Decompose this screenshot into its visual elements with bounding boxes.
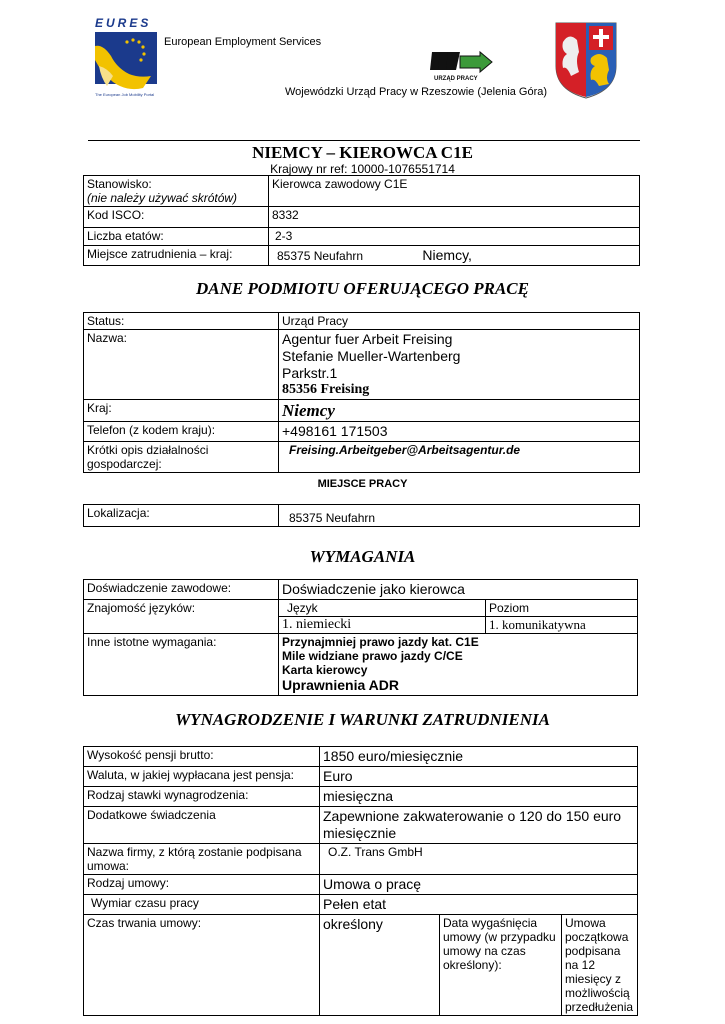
table-row (84, 844, 638, 875)
duration-value: określony (320, 915, 440, 1016)
other-requirements-label: Inne istotne wymagania: (84, 634, 279, 696)
gross-pay-value: 1850 euro/miesięcznie (320, 747, 638, 767)
place-country: Niemcy, (422, 247, 472, 263)
salary-table (83, 746, 638, 1016)
workplace-heading: MIEJSCE PRACY (317, 478, 408, 490)
table-row (84, 176, 640, 207)
positions-label: Liczba etatów: (84, 228, 269, 246)
place-label: Miejsce zatrudnienia – kraj: (84, 246, 269, 266)
level-column-header: Poziom (486, 600, 638, 617)
position-label-cell (84, 176, 269, 207)
table-row (84, 505, 640, 527)
duration-label: Czas trwania umowy: (84, 915, 320, 1016)
isco-label: Kod ISCO: (84, 207, 269, 228)
name-line-4: 85356 Freising (282, 382, 370, 397)
rate-value: miesięczna (320, 787, 638, 807)
languages-label: Znajomość języków: (84, 600, 279, 634)
page-title: NIEMCY – KIEROWCA C1E (252, 143, 473, 162)
requirements-section-heading: WYMAGANIA (309, 547, 416, 566)
contract-type-value: Umowa o pracę (320, 875, 638, 895)
reference-number: Krajowy nr ref: 10000-1076551714 (270, 162, 455, 176)
working-hours-label: Wymiar czasu pracy (84, 895, 320, 915)
eures-logo (93, 16, 159, 102)
requirement-1: Przynajmniej prawo jazdy kat. C1E (282, 635, 479, 649)
table-row (84, 442, 640, 473)
office-name: Wojewódzki Urząd Pracy w Rzeszowie (Jelenia Góra) (285, 86, 548, 98)
level-value: 1. komunikatywna (486, 617, 638, 634)
table-row (84, 600, 638, 617)
table-row (84, 767, 638, 787)
table-row (84, 580, 638, 600)
company-value: O.Z. Trans GmbH (320, 844, 638, 875)
table-row (84, 875, 638, 895)
table-row (84, 807, 638, 844)
name-line-1: Agentur fuer Arbeit Freising (282, 331, 453, 347)
language-value: 1. niemiecki (279, 617, 486, 634)
country-label: Kraj: (84, 400, 279, 422)
employer-table (83, 312, 640, 473)
table-row (84, 915, 638, 1016)
table-row (84, 313, 640, 330)
experience-value: Doświadczenie jako kierowca (279, 580, 638, 600)
status-label: Status: (84, 313, 279, 330)
status-value: Urząd Pracy (279, 313, 640, 330)
header-divider (88, 140, 640, 141)
country-value: Niemcy (279, 400, 640, 422)
table-row (84, 422, 640, 442)
desc-label: Krótki opis działalności gospodarczej: (84, 442, 279, 473)
position-note: (nie należy używać skrótów) (87, 191, 238, 205)
name-line-3: Parkstr.1 (282, 365, 338, 381)
requirement-3: Karta kierowcy (282, 663, 368, 677)
gross-pay-label: Wysokość pensji brutto: (84, 747, 320, 767)
urzad-pracy-logo (430, 48, 494, 84)
table-row (84, 634, 638, 696)
working-hours-value: Pełen etat (320, 895, 638, 915)
eures-tagline: The European Job Mobility Portal (95, 92, 155, 97)
table-row (84, 246, 640, 266)
table-row (84, 400, 640, 422)
experience-label: Doświadczenie zawodowe: (84, 580, 279, 600)
table-row (84, 747, 638, 767)
currency-label: Waluta, w jakiej wypłacana jest pensja: (84, 767, 320, 787)
name-label: Nazwa: (84, 330, 279, 400)
email-link[interactable]: Freising.Arbeitgeber@Arbeitsagentur.de (279, 442, 640, 473)
position-value: Kierowca zawodowy C1E (269, 176, 640, 207)
location-value: 85375 Neufahrn (279, 505, 640, 527)
language-column-header: Język (279, 600, 486, 617)
table-row (84, 895, 638, 915)
isco-value: 8332 (269, 207, 640, 228)
expiry-value: Umowa początkowa podpisana na 12 miesięcy z możliwością przedłużenia (562, 915, 638, 1016)
location-label: Lokalizacja: (84, 505, 279, 527)
requirement-2: Mile widziane prawo jazdy C/CE (282, 649, 463, 663)
position-label: Stanowisko: (87, 177, 152, 191)
job-table (83, 175, 640, 266)
eures-logo-text: EURES (95, 16, 152, 30)
org-name: European Employment Services (164, 36, 322, 48)
table-row (84, 228, 640, 246)
contract-type-label: Rodzaj umowy: (84, 875, 320, 895)
name-line-2: Stefanie Mueller-Wartenberg (282, 348, 461, 364)
rate-label: Rodzaj stawki wynagrodzenia: (84, 787, 320, 807)
company-label: Nazwa firmy, z którą zostanie podpisana umowa: (84, 844, 320, 875)
phone-value: +498161 171503 (279, 422, 640, 442)
benefits-label: Dodatkowe świadczenia (84, 807, 320, 844)
expiry-label: Data wygaśnięcia umowy (w przypadku umowy na czas określony): (440, 915, 562, 1016)
table-row (84, 207, 640, 228)
benefits-value: Zapewnione zakwaterowanie o 120 do 150 euro miesięcznie (320, 807, 638, 844)
podkarpackie-crest (553, 20, 619, 100)
phone-label: Telefon (z kodem kraju): (84, 422, 279, 442)
requirement-4: Uprawnienia ADR (282, 677, 399, 693)
workplace-table (83, 504, 640, 527)
place-value: 85375 Neufahrn (277, 249, 364, 263)
currency-value: Euro (320, 767, 638, 787)
positions-value: 2-3 (269, 228, 640, 246)
urzad-logo-text: URZĄD PRACY (434, 76, 478, 82)
employer-section-heading: DANE PODMIOTU OFERUJĄCEGO PRACĘ (196, 279, 529, 298)
table-row (84, 330, 640, 400)
salary-section-heading: WYNAGRODZENIE I WARUNKI ZATRUDNIENIA (175, 710, 550, 729)
table-row (84, 787, 638, 807)
requirements-table (83, 579, 638, 696)
